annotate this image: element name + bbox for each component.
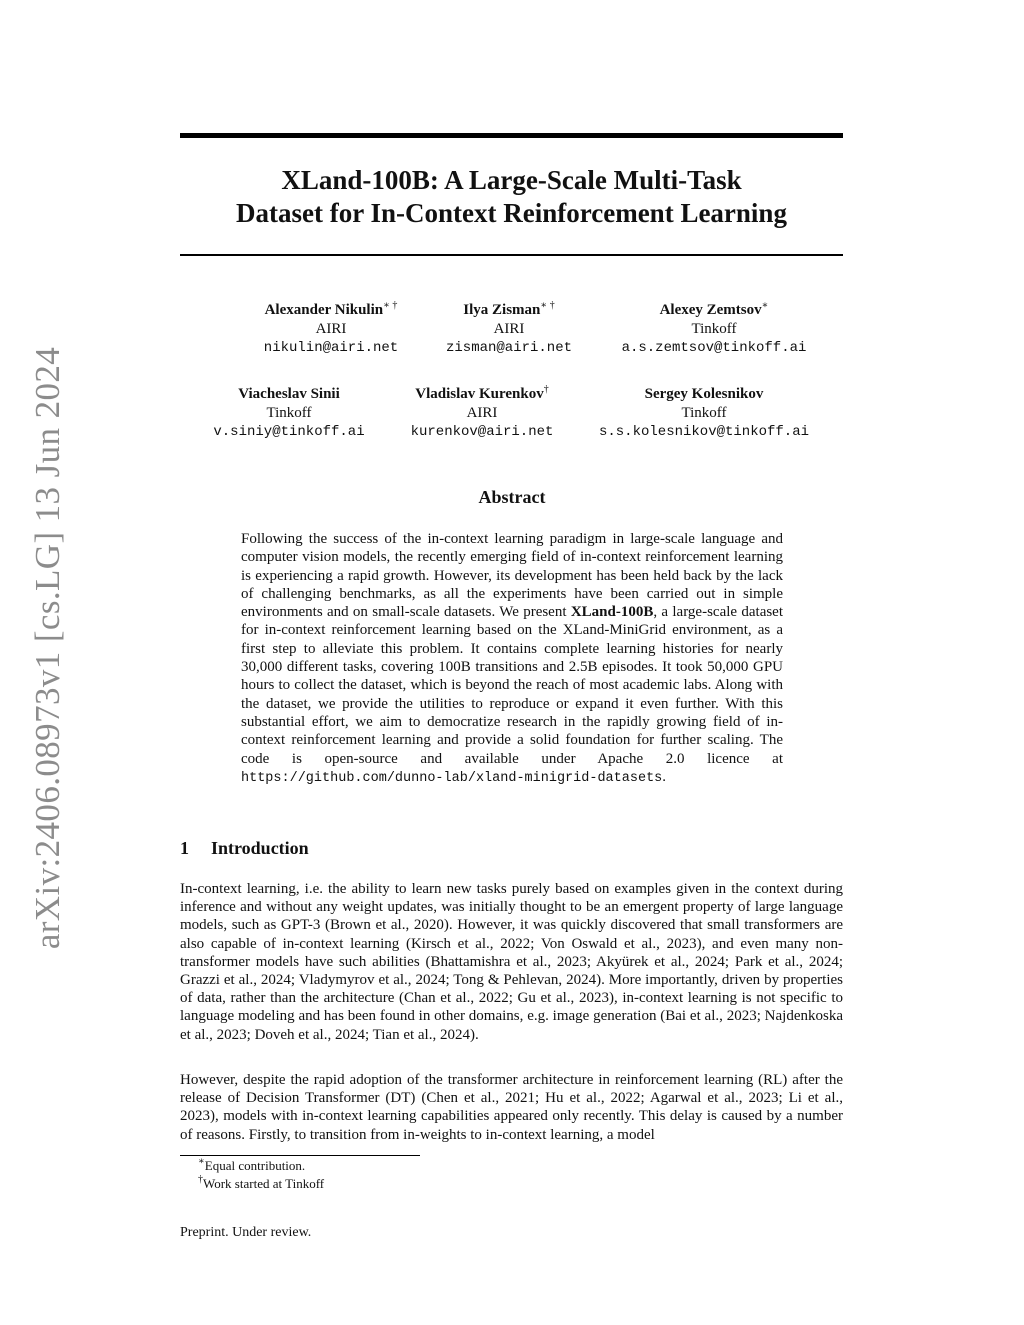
arxiv-identifier: arXiv:2406.08973v1 [cs.LG] 13 Jun 2024 bbox=[28, 346, 67, 950]
section-number: 1 bbox=[180, 838, 189, 858]
footnote-mark: † bbox=[198, 1174, 203, 1185]
author-block bbox=[446, 301, 572, 358]
author-email: a.s.zemtsov@tinkoff.ai bbox=[621, 340, 807, 356]
author-affiliation: AIRI bbox=[493, 321, 525, 337]
author-name: Ilya Zisman bbox=[463, 302, 541, 318]
author-email: nikulin@airi.net bbox=[263, 340, 399, 356]
author-name: Alexey Zemtsov bbox=[659, 302, 762, 318]
footnote bbox=[198, 1158, 305, 1174]
author-block bbox=[622, 301, 807, 358]
title-line-2: Dataset for In-Context Reinforcement Learning bbox=[236, 198, 787, 228]
author-marks: ∗ † bbox=[540, 300, 555, 311]
author-marks: † bbox=[543, 384, 549, 395]
author-affiliation: AIRI bbox=[315, 321, 347, 337]
footnote-rule bbox=[180, 1155, 420, 1156]
author-block bbox=[411, 385, 554, 442]
section-heading-introduction bbox=[180, 838, 309, 859]
abstract-text: , a large-scale dataset for in-context reinforcement learning based on the XLand-MiniGrid environment, as a first step to alleviate this problem. It contains complete learning histories for nearly 30,000 different tasks, covering 100B transitions and 2.5B episodes. It took 50,000 GPU hours to collect the dataset, which is beyond the reach of most academic labs. Along with the dataset, we provide the utilities to reproduce or expand it even further. With this substantial effort, we aim to democratize research in the rapidly growing field of in-context reinforcement learning and provide a solid foundation for further scaling. The code is open-source and available under Apache 2.0 licence at bbox=[241, 604, 784, 767]
author-block bbox=[213, 385, 364, 442]
preprint-footer: Preprint. Under review. bbox=[180, 1225, 312, 1240]
author-block bbox=[264, 301, 398, 358]
author-email: v.siniy@tinkoff.ai bbox=[213, 424, 365, 440]
abstract-text-end: . bbox=[662, 768, 667, 785]
author-marks: ∗ bbox=[761, 300, 769, 311]
author-affiliation: Tinkoff bbox=[681, 405, 727, 421]
author-affiliation: AIRI bbox=[466, 405, 498, 421]
author-email: zisman@airi.net bbox=[445, 340, 573, 356]
author-affiliation: Tinkoff bbox=[691, 321, 737, 337]
introduction-paragraph-1: In-context learning, i.e. the ability to learn new tasks purely based on examples given in the context during inference and without any weight updates, was initially thought to be an emergent property of large language models, such as GPT-3 (Brown et al., 2020). However, it was quickly discovered that small transformers are also capable of in-context learning (Kirsch et al., 2022; Von Oswald et al., 2023), and even many non-transformer models have such abilities (Bhattamishra et al., 2023; Akyürek et al., 2024; Park et al., 2024; Grazzi et al., 2024; Vladymyrov et al., 2024; Tong & Pehlevan, 2024). More importantly, driven by properties of data, rather than the architecture (Chan et al., 2022; Gu et al., 2023), in-context learning is not specific to language modeling and has been found in other domains, e.g. image generation (Bai et al., 2023; Najdenkoska et al., 2023; Doveh et al., 2024; Tian et al., 2024). bbox=[180, 881, 843, 1043]
paper-title bbox=[180, 164, 843, 230]
footnote-text: Equal contribution. bbox=[204, 1158, 306, 1173]
title-top-rule bbox=[180, 133, 843, 138]
author-affiliation: Tinkoff bbox=[266, 405, 312, 421]
section-title: Introduction bbox=[211, 838, 309, 858]
author-name: Vladislav Kurenkov bbox=[415, 386, 544, 402]
title-line-1: XLand-100B: A Large-Scale Multi-Task bbox=[281, 165, 742, 195]
code-repository-url: https://github.com/dunno-lab/xland-minigrid-datasets bbox=[241, 770, 663, 786]
author-name: Alexander Nikulin bbox=[264, 302, 384, 318]
author-email: kurenkov@airi.net bbox=[410, 424, 554, 440]
author-email: s.s.kolesnikov@tinkoff.ai bbox=[598, 424, 810, 440]
footnote-text: Work started at Tinkoff bbox=[203, 1176, 325, 1191]
abstract-body bbox=[241, 530, 783, 788]
abstract-heading: Abstract bbox=[478, 487, 546, 507]
abstract-text: Following the success of the in-context learning paradigm in large-scale language and computer vision models, the recently emerging field of in-context reinforcement learning is experiencing a rapid growth. However, its development has been held back by the lack of challenging benchmarks, as all the experiments have been carried out in simple environments and on small-scale datasets. We present bbox=[241, 531, 783, 621]
title-bottom-rule bbox=[180, 254, 843, 256]
author-marks: ∗ † bbox=[383, 300, 398, 311]
footnote-mark: ∗ bbox=[198, 1156, 205, 1167]
author-name: Viacheslav Sinii bbox=[238, 386, 340, 402]
author-name: Sergey Kolesnikov bbox=[644, 386, 764, 402]
dataset-name: XLand-100B bbox=[570, 604, 654, 621]
footnote bbox=[198, 1176, 324, 1192]
introduction-paragraph-2: However, despite the rapid adoption of the transformer architecture in reinforcement learning (RL) after the release of Decision Transformer (DT) (Chen et al., 2021; Hu et al., 2022; Agarwal et al., 2023; Li et al., 2023), models with in-context learning capabilities appeared only recently. This delay is caused by a number of reasons. Firstly, to transition from in-weights to in-context learning, a model bbox=[180, 1072, 843, 1143]
author-block bbox=[599, 385, 809, 442]
